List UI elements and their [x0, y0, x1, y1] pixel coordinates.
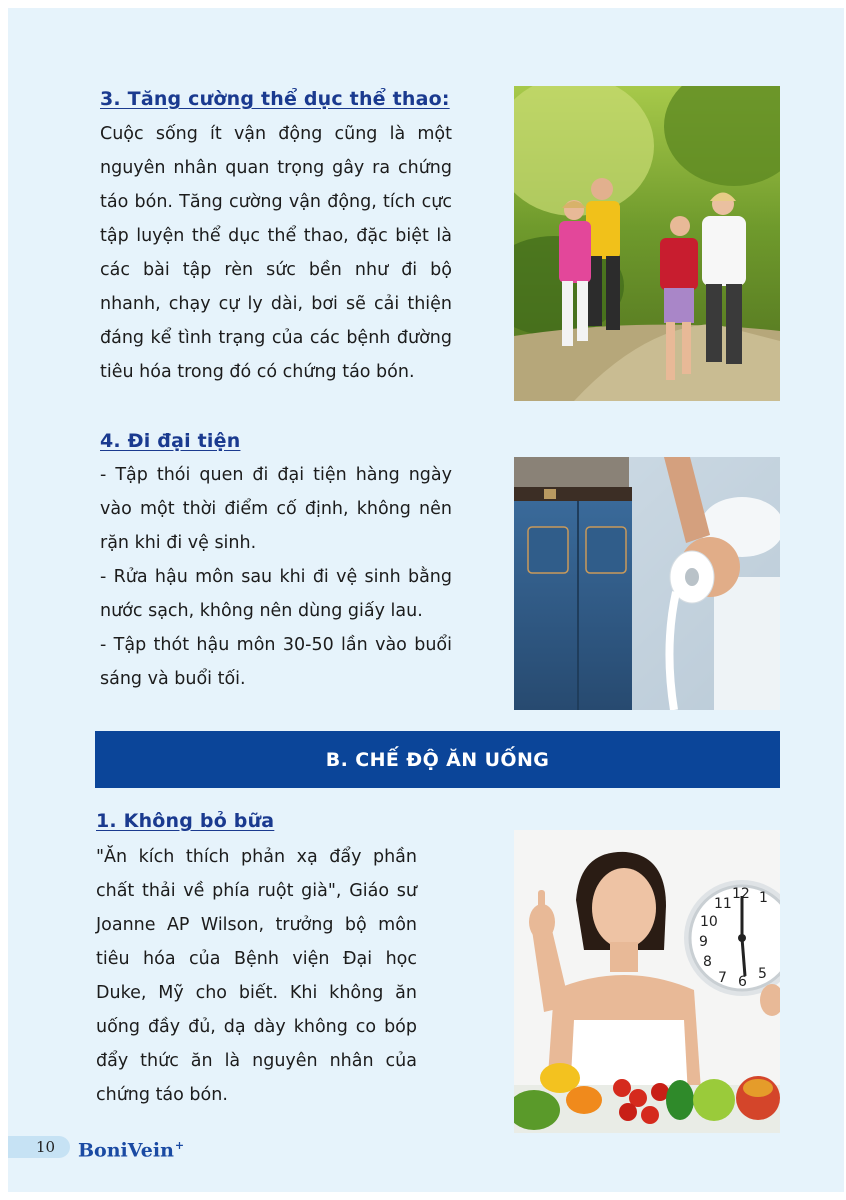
exercise-heading: 3. Tăng cường thể dục thể thao:	[100, 88, 450, 110]
clock-number: 5	[758, 966, 767, 982]
clock-number: 7	[718, 970, 727, 986]
brand-plus: +	[174, 1139, 185, 1152]
woman-clock-photo	[514, 830, 780, 1133]
clock-number: 10	[700, 914, 718, 930]
defecation-list	[100, 458, 452, 696]
clock-number: 6	[738, 974, 747, 990]
section-banner	[95, 731, 780, 788]
clock-number: 1	[759, 890, 768, 906]
exercise-paragraph: Cuộc sống ít vận động cũng là một nguyên nhân quan trọng gây ra chứng táo bón. Tăng cường vận động, tích cực tập luyện thể dục thể thao, đặc biệt là các bài tập rèn sức bền như đi bộ nhanh, chạy cự ly dài, bơi sẽ cải thiện đáng kể tình trạng của các bệnh đường tiêu hóa trong đó có chứng táo bón.	[100, 124, 452, 382]
defecation-item: - Tập thói quen đi đại tiện hàng ngày vào một thời điểm cố định, không nên rặn khi đi vệ sinh.	[100, 465, 452, 553]
meals-heading: 1. Không bỏ bữa	[96, 810, 275, 832]
clock-number: 9	[699, 934, 708, 950]
clock-number: 8	[703, 954, 712, 970]
toilet-paper-photo	[514, 457, 780, 710]
clock-number: 12	[732, 886, 750, 902]
family-running-photo	[514, 86, 780, 401]
meals-body	[96, 840, 417, 1112]
clock-number: 11	[714, 896, 732, 912]
meals-paragraph: "Ăn kích thích phản xạ đẩy phần chất thải về phía ruột già", Giáo sư Joanne AP Wilson, trưởng bộ môn tiêu hóa của Bệnh viện Đại học Duke, Mỹ cho biết. Khi không ăn uống đầy đủ, dạ dày không co bóp đẩy thức ăn là nguyên nhân của chứng táo bón.	[96, 847, 417, 1105]
defecation-item: - Tập thót hậu môn 30-50 lần vào buổi sáng và buổi tối.	[100, 635, 452, 689]
brand-logo	[78, 1132, 184, 1160]
page-number: 10	[36, 1138, 56, 1156]
banner-title: B. CHẾ ĐỘ ĂN UỐNG	[325, 748, 550, 771]
brand-name: BoniVein	[78, 1139, 174, 1162]
defecation-heading: 4. Đi đại tiện	[100, 430, 241, 452]
defecation-item: - Rửa hậu môn sau khi đi vệ sinh bằng nước sạch, không nên dùng giấy lau.	[100, 567, 452, 621]
exercise-body	[100, 117, 452, 389]
